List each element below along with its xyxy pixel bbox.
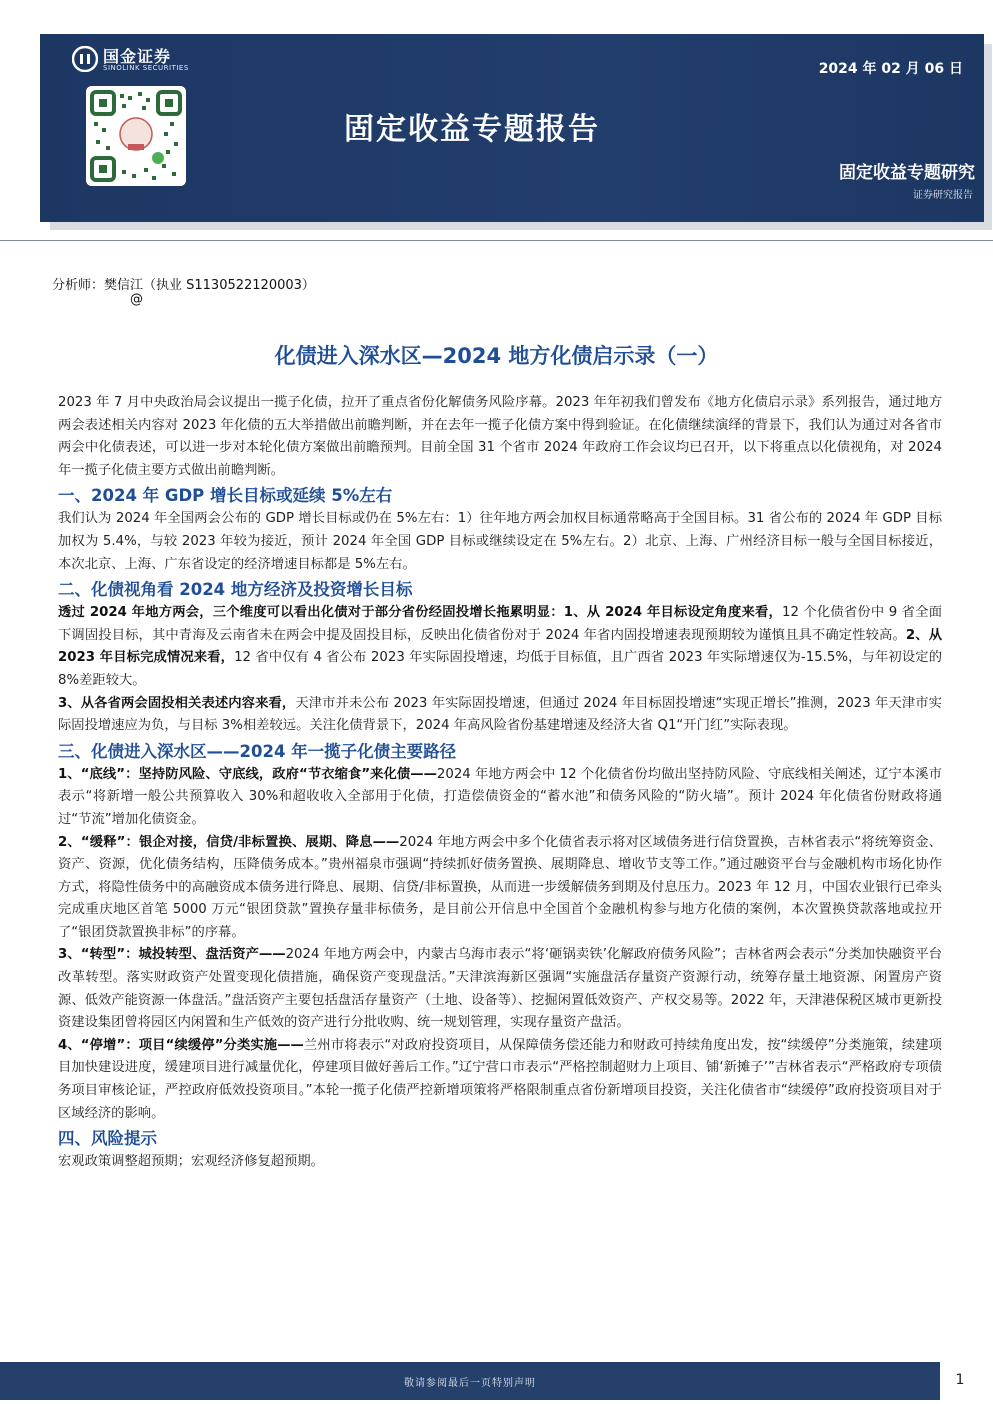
section-2-lead-3: 3、从各省两会固投相关表述内容来看，: [58, 695, 296, 711]
section-2-lead-1: 透过 2024 年地方两会，三个维度可以看出化债对于部分省份经固投增长拖累明显：1、从 2024 年目标设定角度来看，: [58, 605, 782, 621]
section-1-text: 我们认为 2024 年全国两会公布的 GDP 增长目标或仍在 5%左右：1）往年地方两会加权目标通常略高于全国目标。31 省公布的 2024 年 GDP 目标加权为 5.4%，与较 2023 年较为接近，预计 2024 年全国 GDP 目标或继续设定在 5%左右。2）北京、上海、广州经济目标一般与全国目标接近，本次北京、上海、广东省设定的经济增速目标都是 5%左右。: [58, 511, 942, 572]
section-2-text-2: 12 省中仅有 4 省公布 2023 年实际固投增速，均低于目标值，且广西省 2023 年实际增速仅为-15.5%，与年初设定的 8%差距较大。: [58, 650, 942, 688]
report-category: 固定收益专题研究: [839, 163, 975, 183]
item-3-text: 2024 年地方两会中，内蒙古乌海市表示“将‘砸锅卖铁’化解政府债务风险”；吉林省两会表示“分类加快融资平台改革转型。落实财政资产处置变现化债措施，确保资产变现盘活。”天津滨海新区强调“实施盘活存量资产资源行动，统筹存量土地资源、闲置房产资源、低效产能资源一体盘活。”盘活资产主要包括盘活存量资产（土地、设备等）、挖掘闲置低效资产、产权交易等。2022 年，天津港保税区城市更新投资建设集团曾将园区内闲置和生产低效的资产进行分批收购、统一规划管理，实现存量资产盘活。: [58, 947, 942, 1031]
section-2-paragraph-1: [58, 602, 942, 692]
analyst-contact: @: [130, 292, 143, 307]
section-3-heading: 三、化债进入深水区——2024 年一揽子化债主要路径: [58, 741, 457, 761]
section-2-lead-2: 2、从 2023 年目标完成情况来看，: [58, 627, 942, 666]
section-2-text-3: 天津市并未公布 2023 年实际固投增速，但通过 2024 年目标固投增速“实现正增长”推测，2023 年天津市实际固投增速应为负，与目标 3%相差较远。关注化债背景下，2024 年高风险省份基建增速及经济大省 Q1“开门红”实际表现。: [58, 695, 942, 734]
footer-disclaimer: 敬请参阅最后一页特别声明: [404, 1378, 536, 1389]
item-1-text: 2024 年地方两会中 12 个化债省份均做出坚持防风险、守底线相关阐述，辽宁本溪市表示“将新增一般公共预算收入 30%和超收收入全部用于化债，打造偿债资金的“蓄水池”和债务风险的“防火墙”。预计 2024 年化债省份财政将通过“节流”增加化债资金。: [58, 766, 942, 827]
report-category-sub: 证券研究报告: [913, 190, 973, 201]
report-body: [58, 392, 942, 1174]
report-date: 2024 年 02 月 06 日: [818, 61, 963, 77]
item-2-lead: 2、“缓释”：银企对接，信贷/非标置换、展期、降息——: [58, 834, 400, 850]
item-4-lead: 4、“停增”：项目“续缓停”分类实施——: [58, 1037, 304, 1053]
section-3-item-2: [58, 832, 942, 945]
section-1-heading: 一、2024 年 GDP 增长目标或延续 5%左右: [58, 486, 393, 506]
qr-code-icon: [86, 86, 186, 186]
banner-title: 固定收益专题报告: [344, 112, 600, 147]
section-3-item-3: [58, 944, 942, 1034]
section-2-text-1: 12 个化债省份中 9 省全面下调固投目标，其中青海及云南省未在两会中提及固投目标，反映出化债省份对于 2024 年省内固投增速表现预期较为谨慎且具不确定性较高。: [58, 605, 942, 643]
item-3-lead: 3、“转型”：城投转型、盘活资产——: [58, 947, 286, 963]
section-4-text: 宏观政策调整超预期；宏观经济修复超预期。: [58, 1154, 324, 1170]
section-3-item-1: [58, 764, 942, 832]
report-title: 化债进入深水区—2024 地方化债启示录（一）: [274, 344, 719, 368]
item-2-text: 2024 年地方两会中多个化债省表示将对区域债务进行信贷置换，吉林省表示“将统筹资金、资产、资源，优化债务结构，压降债务成本。”贵州福泉市强调“持续抓好债务置换、展期降息、增收节支等工作。”通过融资平台与金融机构市场化协作方式，将隐性债务中的高融资成本债务进行降息、展期、信贷/非标置换，从而进一步缓解债务到期及付息压力。2023 年 12 月，中国农业银行已牵头完成重庆地区首笔 5000 万元“银团贷款”置换存量非标债务，是目前公开信息中全国首个金融机构参与地方化债的案例，本次置换贷款落地或拉开了“银团贷款置换非标”的序幕。: [58, 834, 942, 940]
intro-paragraph: 2023 年 7 月中央政治局会议提出一揽子化债，拉开了重点省份化解债务风险序幕。2023 年年初我们曾发布《地方化债启示录》系列报告，通过地方两会表述相关内容对 2023 年化债的五大举措做出前瞻判断，并在去年一揽子化债方案中得到验证。在化债继续演绎的背景下，我们认为通过对各省市两会中化债表述，可以进一步对本轮化债方案做出前瞻预判。目前全国 31 个省市 2024 年政府工作会议均已召开，以下将重点以化债视角，对 2024 年一揽子化债主要方式做出前瞻判断。: [58, 395, 942, 478]
section-2-paragraph-2: [58, 693, 942, 738]
sinolink-logo-icon: [72, 46, 98, 72]
page-number: 1: [955, 1372, 965, 1388]
analyst-line: 分析师：樊信江（执业 S1130522120003）: [52, 278, 315, 293]
logo-text-cn: 国金证券: [103, 47, 172, 66]
section-2-heading: 二、化债视角看 2024 地方经济及投资增长目标: [58, 580, 413, 600]
item-1-lead: 1、“底线”：坚持防风险、守底线，政府“节衣缩食”来化债——: [58, 766, 437, 782]
section-3-item-4: [58, 1035, 942, 1125]
item-4-text: 兰州市将表示“对政府投资项目，从保障债务偿还能力和财政可持续角度出发，按“续缓停”分类施策，续建项目加快建设进度，缓建项目进行减量优化，停建项目做好善后工作。”辽宁营口市表示“严格控制超财力上项目、铺‘新摊子’”吉林省表示“严格政府专项债务项目审核论证，严控政府低效投资项目。”本轮一揽子化债严控新增项策将严格限制重点省份新增项目投资，关注化债省市“续缓停”政府投资项目对于区域经济的影响。: [58, 1037, 942, 1121]
header-divider: [0, 240, 993, 241]
logo-text-en: SINOLINK SECURITIES: [103, 64, 189, 72]
section-4-heading: 四、风险提示: [58, 1129, 157, 1149]
